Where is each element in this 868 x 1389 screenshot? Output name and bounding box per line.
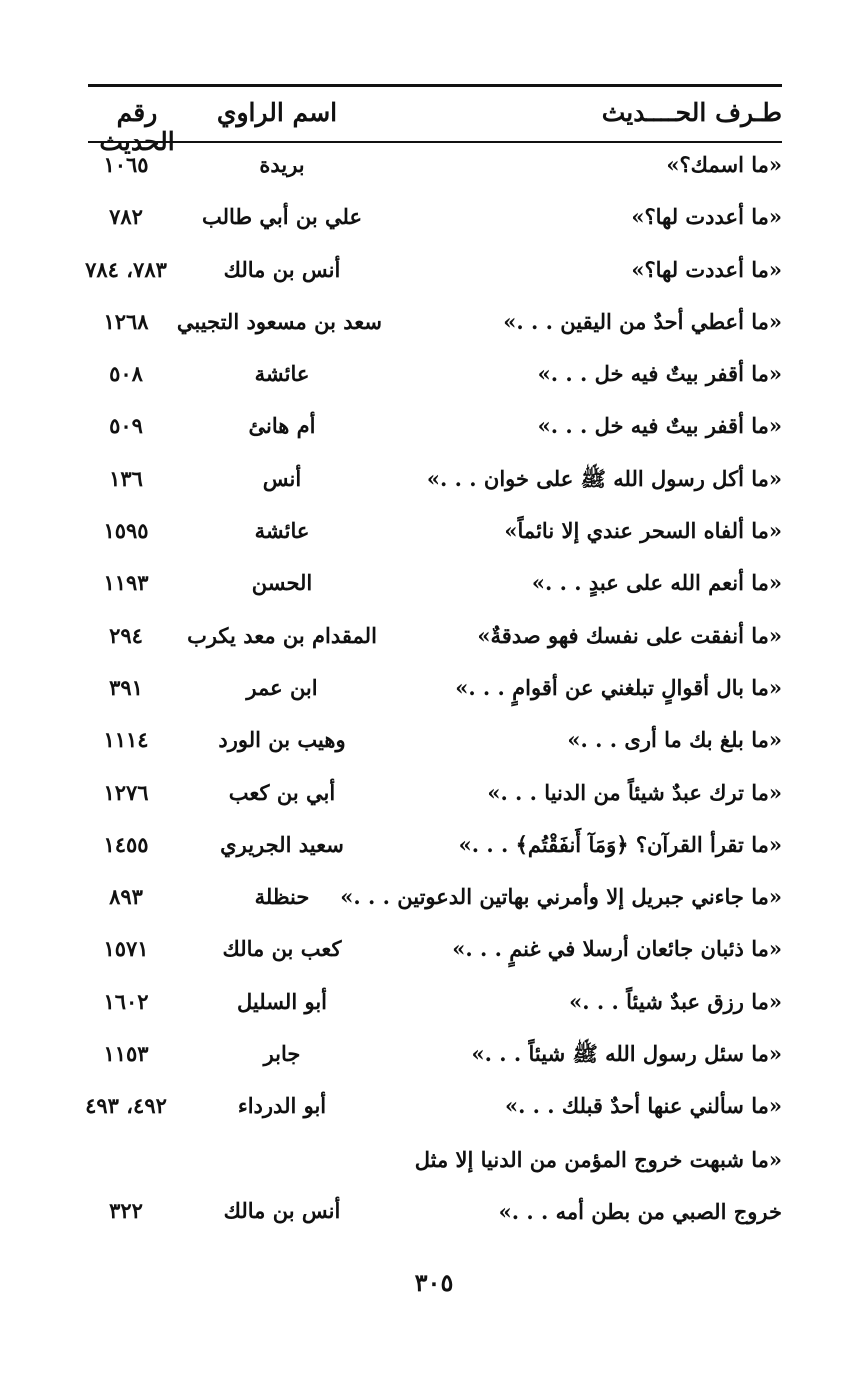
hadith-number: ٤٩٢، ٤٩٣: [85, 1093, 167, 1119]
table-header: [88, 88, 782, 156]
hadith-text: «ما أقفر بيتٌ فيه خل . . .»: [537, 413, 782, 439]
narrator-name: علي بن أبي طالب: [201, 204, 363, 230]
hadith-text: «ما اسمك؟»: [666, 152, 782, 177]
narrator-name: أنس بن مالك: [223, 256, 341, 282]
narrator-name: حنظلة: [254, 884, 310, 910]
hadith-number: ١٥٧١: [103, 936, 149, 962]
narrator-name: سعد بن مسعود التجيبي: [176, 308, 382, 334]
narrator-name: سعيد الجريري: [220, 831, 344, 857]
table-row: [88, 140, 782, 192]
hadith-number: ٥٠٨: [109, 361, 143, 387]
hadith-index-table: [85, 88, 782, 1244]
page-number: ٣٠٥: [414, 1268, 454, 1297]
hadith-number: ١٢٦٨: [103, 308, 149, 334]
hadith-text: «ما جاءني جبريل إلا وأمرني بهاتين الدعوتين . . .»: [340, 884, 782, 910]
hadith-number: ٣٩١: [109, 674, 143, 700]
table-row: [88, 297, 782, 349]
table-row: [88, 506, 782, 558]
hadith-number: ٢٩٤: [109, 622, 143, 648]
table-row: [88, 663, 782, 715]
table-row: [88, 872, 782, 924]
hadith-text: «ما ألفاه السحر عندي إلا نائماً»: [504, 518, 782, 544]
hadith-text: «ما أعطي أحدٌ من اليقين . . .»: [503, 308, 782, 334]
hadith-number: ٧٨٢: [109, 204, 143, 230]
table-row: [88, 1029, 782, 1081]
hadith-text: «ما شبهت خروج المؤمن من الدنيا إلا مثل خروج الصبي من بطن أمه . . .»: [414, 1146, 782, 1224]
narrator-name: أم هانئ: [248, 413, 316, 439]
hadith-text: «ما أنعم الله على عبدٍ . . .»: [531, 570, 782, 596]
hadith-text: «ما ذئبان جائعان أرسلا في غنمٍ . . .»: [452, 936, 782, 962]
hadith-text: «ما رزق عبدٌ شيئاً . . .»: [569, 988, 782, 1014]
hadith-number: ١٤٥٥: [103, 831, 149, 857]
narrator-name: الحسن: [251, 570, 313, 596]
hadith-text: «ما ترك عبدٌ شيئاً من الدنيا . . .»: [487, 779, 782, 805]
table-row: [88, 768, 782, 820]
hadith-text: «ما أنفقت على نفسك فهو صدقةٌ»: [477, 622, 782, 648]
top-rule: [88, 84, 782, 87]
narrator-name: أبي بن كعب: [228, 779, 336, 805]
hadith-number: ١٠٦٥: [103, 152, 149, 177]
table-row: [88, 1134, 782, 1244]
hadith-number: ١٥٩٥: [103, 518, 149, 544]
header-narrator: اسم الراوي: [216, 98, 338, 127]
table-row: [88, 820, 782, 872]
table-row: [88, 611, 782, 663]
narrator-name: أبو السليل: [237, 988, 327, 1014]
hadith-text: «ما أعددت لها؟»: [631, 256, 782, 282]
table-row: [88, 977, 782, 1029]
narrator-name: عائشة: [254, 518, 310, 544]
hadith-number: ١٦٠٢: [103, 988, 149, 1014]
narrator-name: المقدام بن معد يكرب: [187, 622, 377, 648]
narrator-name: عائشة: [254, 361, 310, 387]
hadith-number: ١١٩٣: [103, 570, 149, 596]
table-row: [88, 558, 782, 610]
hadith-number: ١١٥٣: [103, 1041, 149, 1067]
hadith-number: ٣٢٢: [109, 1197, 143, 1223]
hadith-text: «ما أقفر بيتٌ فيه خل . . .»: [537, 361, 782, 387]
table-row: [88, 924, 782, 976]
hadith-number: ١٣٦: [109, 465, 143, 491]
table-row: [88, 715, 782, 767]
narrator-name: أبو الدرداء: [237, 1093, 327, 1119]
hadith-text: «ما أكل رسول الله ﷺ على خوان . . .»: [426, 465, 782, 491]
table-body: [85, 140, 782, 1244]
narrator-name: جابر: [263, 1041, 301, 1067]
hadith-number: ٥٠٩: [109, 413, 143, 439]
hadith-text: «ما سئل رسول الله ﷺ شيئاً . . .»: [471, 1041, 782, 1067]
narrator-name: بريدة: [259, 152, 305, 177]
table-row: [88, 192, 782, 244]
hadith-number: ٨٩٣: [109, 884, 143, 910]
hadith-text: «ما سألني عنها أحدٌ قبلك . . .»: [504, 1093, 782, 1119]
table-row: [88, 401, 782, 453]
hadith-text: «ما تقرأ القرآن؟ ﴿وَمَآ أَنفَقْتُم﴾ . . .»: [458, 831, 782, 857]
hadith-text: «ما أعددت لها؟»: [631, 204, 782, 230]
hadith-number: ٧٨٣، ٧٨٤: [85, 256, 167, 282]
table-row: [85, 245, 782, 297]
narrator-name: ابن عمر: [246, 674, 318, 700]
narrator-name: وهيب بن الورد: [218, 727, 346, 753]
hadith-number: ١٢٧٦: [103, 779, 149, 805]
narrator-name: كعب بن مالك: [222, 936, 342, 962]
narrator-name: أنس: [262, 465, 302, 491]
hadith-text: «ما بال أقوالٍ تبلغني عن أقوامٍ . . .»: [455, 674, 782, 700]
hadith-text: «ما بلغ بك ما أرى . . .»: [567, 727, 782, 753]
narrator-name: أنس بن مالك: [223, 1197, 341, 1223]
hadith-number: ١١١٤: [103, 727, 149, 753]
table-row: [88, 454, 782, 506]
header-hadith: طـرف الحــــديث: [601, 98, 782, 127]
table-row: [85, 1081, 782, 1133]
header-number: رقم الحديث: [99, 98, 175, 156]
table-row: [88, 349, 782, 401]
